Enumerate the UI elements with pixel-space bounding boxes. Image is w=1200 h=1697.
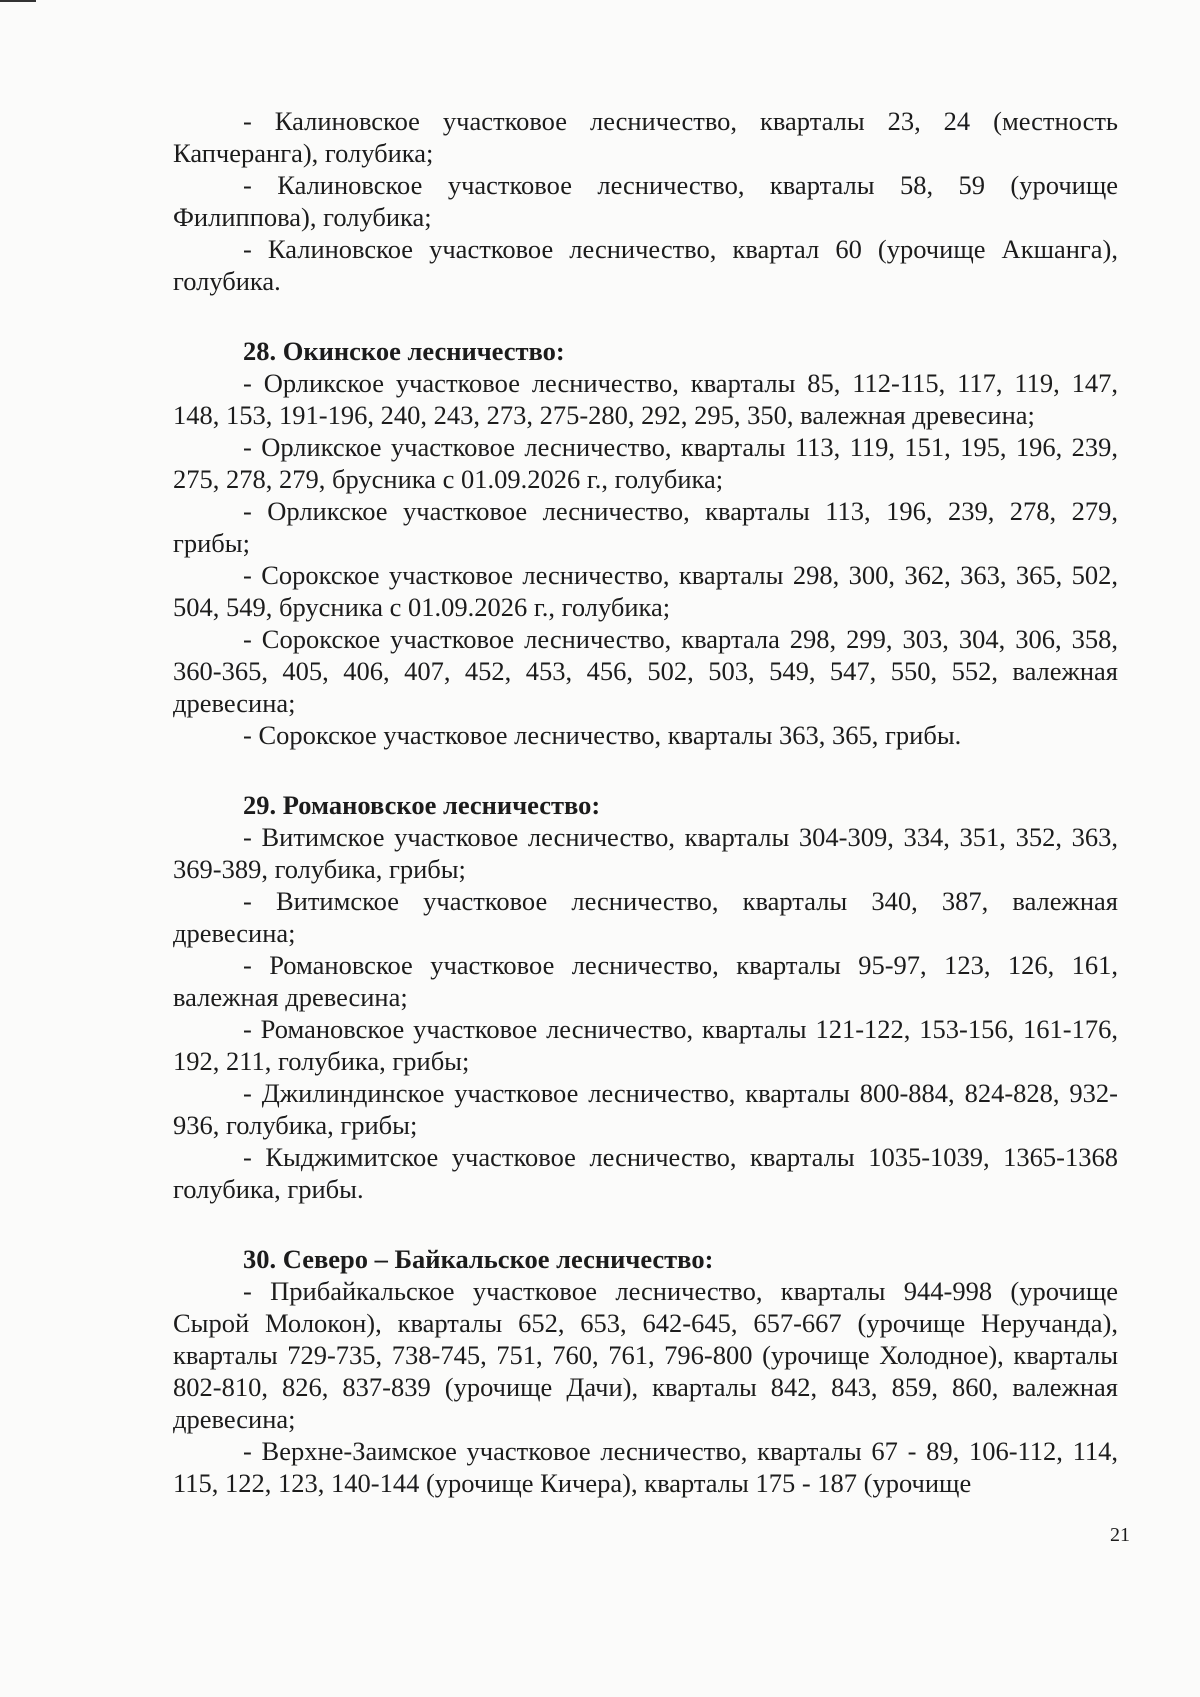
list-item: - Джилиндинское участковое лесничество, кварталы 800-884, 824-828, 932-936, голубика, грибы;: [173, 1078, 1118, 1140]
list-item: - Витимское участковое лесничество, кварталы 304-309, 334, 351, 352, 363, 369-389, голубика, грибы;: [173, 822, 1118, 884]
list-item: - Романовское участковое лесничество, кварталы 121-122, 153-156, 161-176, 192, 211, голубика, грибы;: [173, 1014, 1118, 1076]
list-item: - Орликское участковое лесничество, кварталы 113, 119, 151, 195, 196, 239, 275, 278, 279, брусника с 01.09.2026 г., голубика;: [173, 432, 1118, 494]
list-item: - Витимское участковое лесничество, кварталы 340, 387, валежная древесина;: [173, 886, 1118, 948]
list-item: - Сорокское участковое лесничество, кварталы 363, 365, грибы.: [243, 720, 962, 750]
section-heading: 30. Северо – Байкальское лесничество:: [243, 1244, 714, 1274]
page-number: 21: [1110, 1524, 1130, 1546]
list-item: - Орликское участковое лесничество, кварталы 85, 112-115, 117, 119, 147, 148, 153, 191-196, 240, 243, 273, 275-280, 292, 295, 350, валежная древесина;: [173, 368, 1118, 430]
section-heading: 28. Окинское лесничество:: [243, 336, 565, 366]
section-heading: 29. Романовское лесничество:: [243, 790, 601, 820]
list-item: - Романовское участковое лесничество, кварталы 95-97, 123, 126, 161, валежная древесина;: [173, 950, 1118, 1012]
document-body: [173, 105, 1118, 1499]
list-item: - Прибайкальское участковое лесничество, кварталы 944-998 (урочище Сырой Молокон), кварталы 652, 653, 642-645, 657-667 (урочище Неручанда), кварталы 729-735, 738-745, 751, 760, 761, 796-800 (урочище Холодное), кварталы 802-810, 826, 837-839 (урочище Дачи), кварталы 842, 843, 859, 860, валежная древесина;: [173, 1276, 1118, 1434]
list-item: - Кыджимитское участковое лесничество, кварталы 1035-1039, 1365-1368 голубика, грибы.: [173, 1142, 1118, 1204]
list-item: - Сорокское участковое лесничество, кварталы 298, 300, 362, 363, 365, 502, 504, 549, брусника с 01.09.2026 г., голубика;: [173, 560, 1118, 622]
list-item: - Калиновское участковое лесничество, кварталы 58, 59 (урочище Филиппова), голубика;: [173, 170, 1118, 232]
list-item: - Орликское участковое лесничество, кварталы 113, 196, 239, 278, 279, грибы;: [173, 496, 1118, 558]
list-item: - Верхне-Заимское участковое лесничество, кварталы 67 - 89, 106-112, 114, 115, 122, 123, 140-144 (урочище Кичера), кварталы 175 - 187 (урочище: [173, 1436, 1118, 1498]
scan-edge-mark: [0, 0, 36, 2]
list-item: - Сорокское участковое лесничество, квартала 298, 299, 303, 304, 306, 358, 360-365, 405, 406, 407, 452, 453, 456, 502, 503, 549, 547, 550, 552, валежная древесина;: [173, 624, 1118, 718]
list-item: - Калиновское участковое лесничество, квартал 60 (урочище Акшанга), голубика.: [173, 234, 1118, 296]
list-item: - Калиновское участковое лесничество, кварталы 23, 24 (местность Капчеранга), голубика;: [173, 106, 1118, 168]
